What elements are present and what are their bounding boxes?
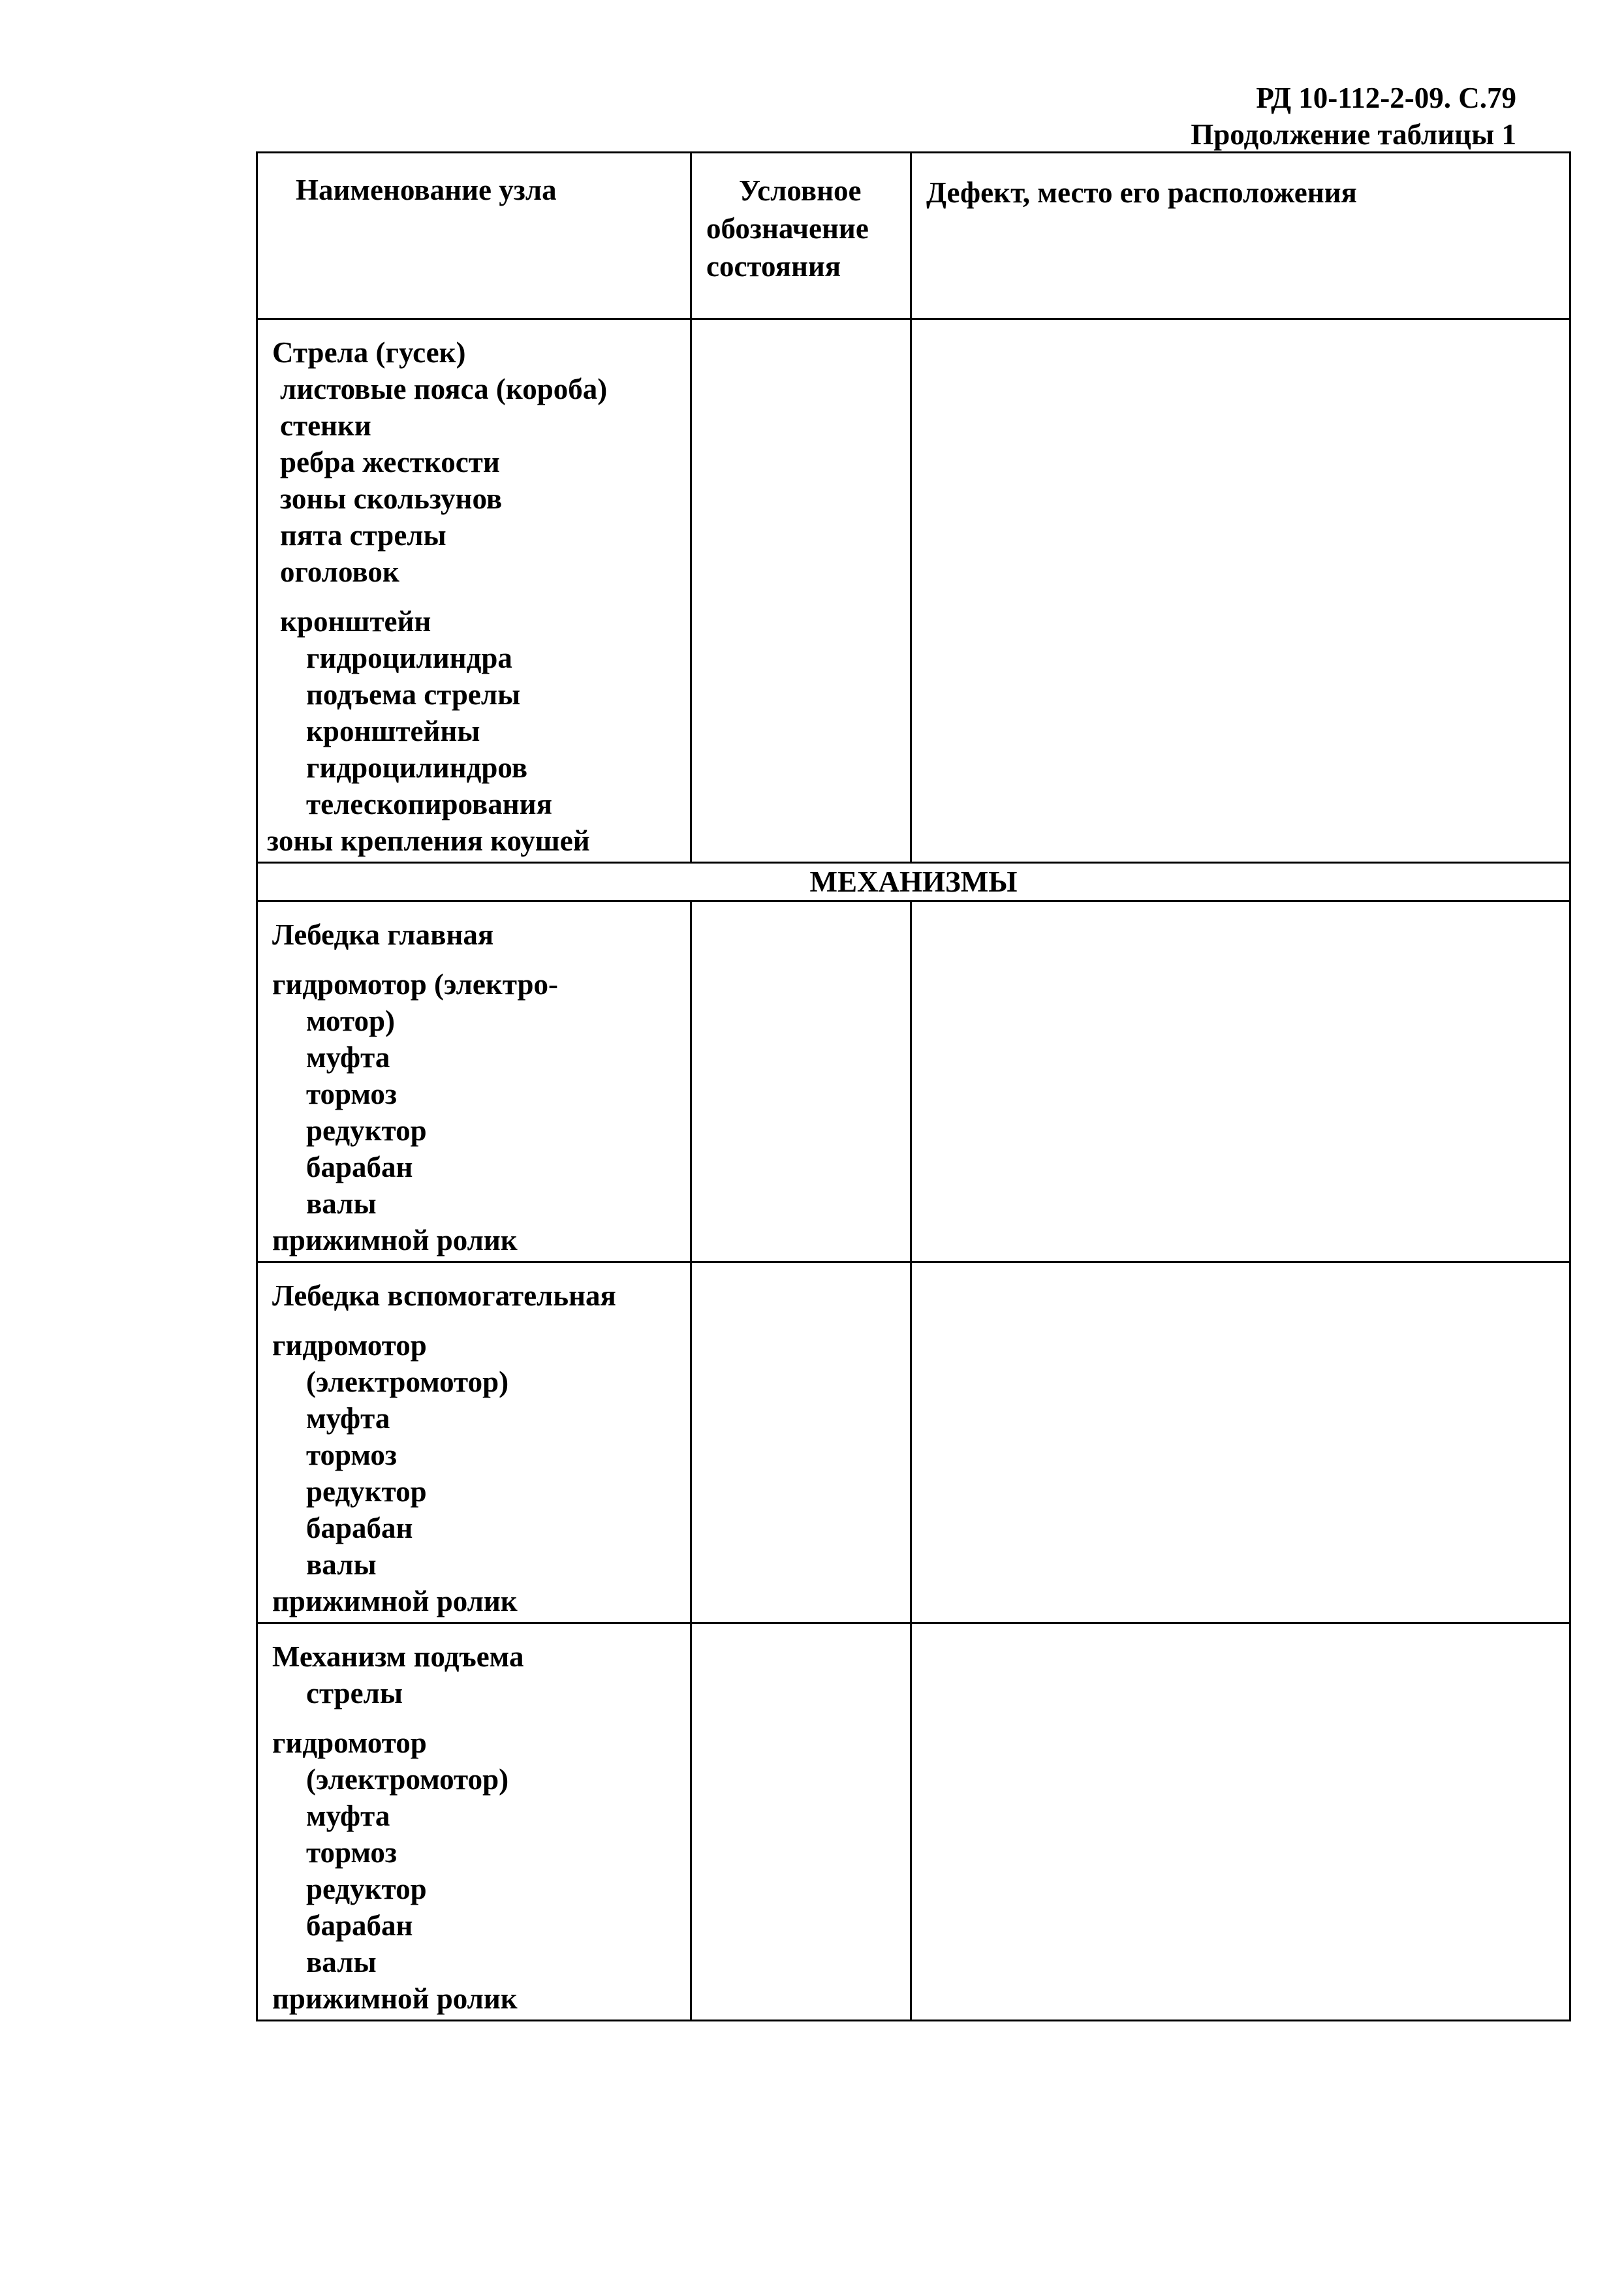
list-item: прижимной ролик [272,1982,518,2015]
node-cell-main-winch [257,901,691,1262]
list-item: подъема стрелы [306,678,521,711]
column-header-condition-code: Условное обозначение состояния [691,153,911,319]
table-continuation-label: Продолжение таблицы 1 [1191,118,1516,151]
node-cell-boom-lift [257,1623,691,2021]
list-item: тормоз [306,1439,397,1471]
list-item: гидроцилиндра [306,642,512,674]
list-item: валы [306,1187,377,1220]
list-item: тормоз [306,1078,397,1110]
list-item: гидромотор [272,1329,427,1362]
list-item: муфта [306,1041,390,1074]
list-item: (электромотор) [306,1365,509,1398]
list-item: барабан [306,1909,413,1942]
list-item: зоны скользунов [280,482,503,515]
list-item: листовые пояса (короба) [280,373,608,405]
list-item: редуктор [306,1873,427,1905]
list-item: телескопирования [306,788,552,820]
condition-cell [691,901,911,1262]
list-item: ребра жесткости [280,446,500,478]
list-item: тормоз [306,1836,397,1869]
list-item: муфта [306,1402,390,1435]
table-row-main-winch [257,901,1570,1262]
list-item: гидромотор (электро- [272,968,558,1001]
document-reference: РД 10-112-2-09. С.79 [1256,82,1516,114]
list-item: прижимной ролик [272,1585,518,1617]
group-title: Стрела (гусек) [272,336,466,369]
list-item: кронштейн [280,605,431,638]
condition-cell [691,319,911,863]
list-item: зоны крепления коушей [267,824,590,857]
table-row-boom-lift [257,1623,1570,2021]
defect-cell [911,1262,1570,1623]
section-row-mechanisms [257,863,1570,901]
list-item: валы [306,1946,377,1978]
section-title: МЕХАНИЗМЫ [257,863,1570,901]
group-title: Лебедка вспомогательная [272,1279,616,1312]
group-title: Лебедка главная [272,918,494,951]
column-header-defect-location: Дефект, место его расположения [911,153,1570,319]
list-item: (электромотор) [306,1763,509,1796]
defects-table [256,151,1571,2021]
list-item: мотор) [306,1005,395,1037]
list-item: гидромотор [272,1726,427,1759]
list-item: прижимной ролик [272,1224,518,1256]
defect-cell [911,1623,1570,2021]
list-item: валы [306,1548,377,1581]
condition-cell [691,1623,911,2021]
column-header-node-name: Наименование узла [257,153,691,319]
page-header [1191,80,1516,153]
list-item: муфта [306,1800,390,1832]
table-row-boom [257,319,1570,863]
defect-cell [911,901,1570,1262]
node-cell-boom [257,319,691,863]
group-title-continued: стрелы [306,1677,403,1709]
condition-cell [691,1262,911,1623]
table-row-aux-winch [257,1262,1570,1623]
list-item: оголовок [280,555,399,588]
list-item: барабан [306,1512,413,1544]
list-item: редуктор [306,1114,427,1147]
list-item: редуктор [306,1475,427,1508]
defect-cell [911,319,1570,863]
node-cell-aux-winch [257,1262,691,1623]
group-title: Механизм подъема [272,1640,524,1673]
list-item: стенки [280,409,371,442]
list-item: барабан [306,1151,413,1183]
list-item: кронштейны [306,715,480,747]
table-header-row [257,153,1570,319]
list-item: гидроцилиндров [306,751,528,784]
list-item: пята стрелы [280,519,446,552]
